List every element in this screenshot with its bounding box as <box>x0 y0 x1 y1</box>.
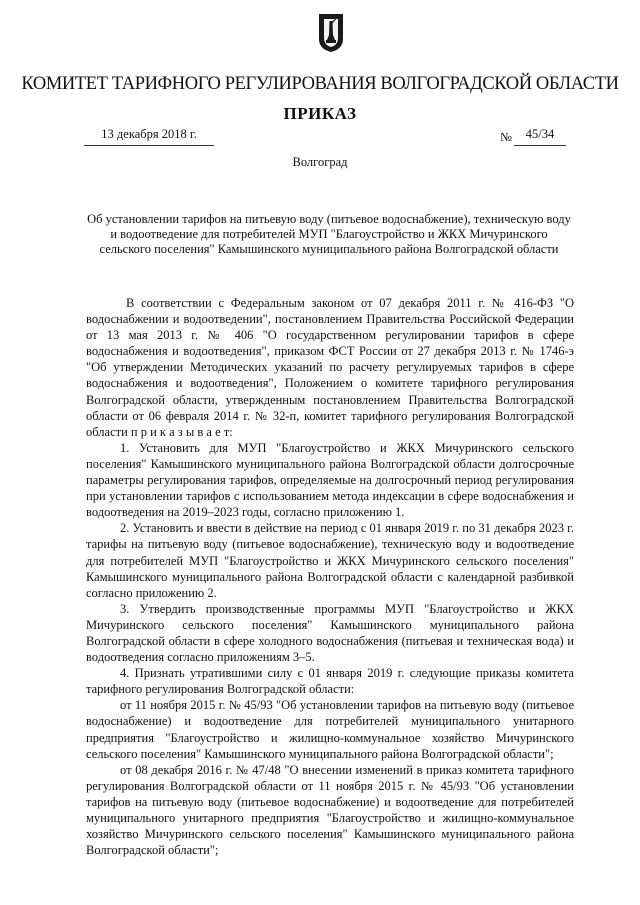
document-subject: Об установлении тарифов на питьевую воду (питьевое водоснабжение), техническую воду и водоотведение для потребителей МУП "Благоустройство и ЖКХ Мичуринского сельского поселения" Камышинского муниципального района Волгоградской области <box>87 212 571 256</box>
document-date: 13 декабря 2018 г. <box>84 127 214 146</box>
clause-3: 3. Утвердить производственные программы МУП "Благоустройство и ЖКХ Мичуринского сельского поселения" Камышинского муниципального района Волгоградской области в сфере холодного водоснабжения (питьевая и техническая вода) и водоотведения согласно приложениям 3–5. <box>86 601 574 665</box>
document-number: 45/34 <box>514 127 566 146</box>
repealed-order-1: от 11 ноября 2015 г. № 45/93 "Об установлении тарифов на питьевую воду (питьевое водоснабжение) и водоотведение для потребителей муниципального унитарного предприятия "Благоустройство и жилищно-коммунальное хозяйство Мичуринского сельского поселения" Камышинского муниципального района Волгоградской области"; <box>86 698 574 761</box>
document-type: ПРИКАЗ <box>283 104 357 123</box>
clause-1: 1. Установить для МУП "Благоустройство и ЖКХ Мичуринского сельского поселения" Камышинского муниципального района Волгоградской области долгосрочные параметры регулирования тарифов, определяемые на долгосрочный период регулирования при установлении тарифов с использованием метода индексации в сфере водоснабжения и водоотведения на 2019–2023 годы, согласно приложению 1. <box>86 440 574 520</box>
repealed-order-2: от 08 декабря 2016 г. № 47/48 "О внесении изменений в приказ комитета тарифного регулирования Волгоградской области от 11 ноября 2015 г. № 45/93 "Об установлении тарифов на питьевую воду (питьевое водоснабжение) и водоотведение для потребителей муниципального унитарного предприятия "Благоустройство и жилищно-коммунальное хозяйство Мичуринского сельского поселения" Камышинского муниципального района Волгоградской области"; <box>86 762 574 858</box>
volgograd-coat-of-arms-icon <box>318 13 344 53</box>
number-sign: № <box>500 130 512 144</box>
document-city: Волгоград <box>292 155 348 169</box>
clause-2: 2. Установить и ввести в действие на период с 01 января 2019 г. по 31 декабря 2023 г. тарифы на питьевую воду (питьевое водоснабжение), техническую воду и водоотведение для потребителей МУП "Благоустройство и ЖКХ Мичуринского сельского поселения" Камышинского муниципального района Волгоградской области с календарной разбивкой согласно приложению 2. <box>86 521 574 600</box>
preamble-paragraph: В соответствии с Федеральным законом от 07 декабря 2011 г. № 416-ФЗ "О водоснабжении и водоотведении", постановлением Правительства Российской Федерации от 13 мая 2013 г. № 406 "О государственном регулировании тарифов в сфере водоснабжения и водоотведения", приказом ФСТ России от 27 декабря 2013 г. № 1746-э "Об утверждении Методических указаний по расчету регулируемых тарифов в сфере водоснабжения и водоотведения", Положением о комитете тарифного регулирования Волгоградской области, утвержденным постановлением Правительства Волгоградской области от 06 февраля 2014 г. № 32-п, комитет тарифного регулирования Волгоградской области п р и к а з ы в а е т: <box>86 296 574 439</box>
organization-name: КОМИТЕТ ТАРИФНОГО РЕГУЛИРОВАНИЯ ВОЛГОГРАДСКОЙ ОБЛАСТИ <box>21 74 619 94</box>
document-body <box>86 295 574 858</box>
clause-4: 4. Признать утратившими силу с 01 января 2019 г. следующие приказы комитета тарифного регулирования Волгоградской области: <box>86 666 574 697</box>
